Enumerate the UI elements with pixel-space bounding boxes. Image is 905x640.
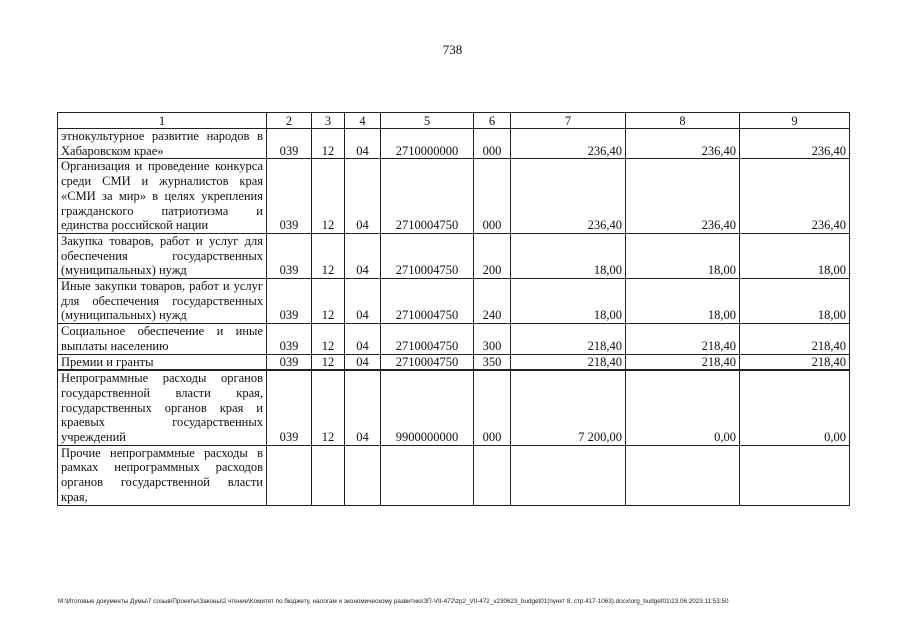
cell-col7: 18,00 xyxy=(511,233,626,278)
table-row xyxy=(58,445,850,505)
cell-col5: 2710004750 xyxy=(381,324,474,354)
cell-col8 xyxy=(626,445,740,505)
cell-col3 xyxy=(312,445,345,505)
cell-col5: 2710004750 xyxy=(381,354,474,370)
table-row xyxy=(58,279,850,324)
cell-col9: 0,00 xyxy=(740,370,850,445)
cell-col2: 039 xyxy=(267,279,312,324)
row-name: Прочие непрограммные расходы в рамках непрограммных расходов органов государственной власти края, xyxy=(58,445,267,505)
cell-col2: 039 xyxy=(267,159,312,234)
row-name: этнокультурное развитие народов в Хабаровском крае» xyxy=(58,129,267,159)
column-header: 4 xyxy=(345,113,381,129)
cell-col4: 04 xyxy=(345,370,381,445)
row-name: Социальное обеспечение и иные выплаты населению xyxy=(58,324,267,354)
column-header: 9 xyxy=(740,113,850,129)
cell-col6: 350 xyxy=(474,354,511,370)
cell-col6: 240 xyxy=(474,279,511,324)
row-name: Иные закупки товаров, работ и услуг для обеспечения государственных (муниципальных) нужд xyxy=(58,279,267,324)
cell-col5: 2710004750 xyxy=(381,279,474,324)
cell-col8: 18,00 xyxy=(626,279,740,324)
table-header-row xyxy=(58,113,850,129)
page-number: 738 xyxy=(442,42,463,57)
cell-col8: 218,40 xyxy=(626,354,740,370)
cell-col6: 200 xyxy=(474,233,511,278)
cell-col6 xyxy=(474,445,511,505)
cell-col3: 12 xyxy=(312,159,345,234)
cell-col5 xyxy=(381,445,474,505)
table-row xyxy=(58,233,850,278)
cell-col9: 236,40 xyxy=(740,159,850,234)
table-row xyxy=(58,354,850,370)
row-name: Непрограммные расходы органов государственной власти края, государственных органов края и краевых государственных учреждений xyxy=(58,370,267,445)
row-name: Закупка товаров, работ и услуг для обеспечения государственных (муниципальных) нужд xyxy=(58,233,267,278)
column-header: 8 xyxy=(626,113,740,129)
cell-col7: 236,40 xyxy=(511,129,626,159)
cell-col8: 0,00 xyxy=(626,370,740,445)
cell-col3: 12 xyxy=(312,354,345,370)
cell-col4: 04 xyxy=(345,159,381,234)
cell-col4: 04 xyxy=(345,233,381,278)
cell-col5: 9900000000 xyxy=(381,370,474,445)
cell-col9: 218,40 xyxy=(740,354,850,370)
cell-col3: 12 xyxy=(312,233,345,278)
column-header: 7 xyxy=(511,113,626,129)
table-row xyxy=(58,129,850,159)
cell-col4 xyxy=(345,445,381,505)
cell-col5: 2710000000 xyxy=(381,129,474,159)
cell-col9: 236,40 xyxy=(740,129,850,159)
cell-col7: 7 200,00 xyxy=(511,370,626,445)
cell-col6: 000 xyxy=(474,370,511,445)
document-path-footer: M:\Итоговые документы Думы\7 созыв\Проекты\Законы\2 чтение\Комитет по бюджету, налогам и экономическому развитию\ЗП-VII-472\zp2_VII-472_v230623_budget01(пункт 8, стр.417-1063).docx\org_budget01\23.06.2023 11:53:50 xyxy=(58,598,729,605)
cell-col6: 300 xyxy=(474,324,511,354)
row-name: Организация и проведение конкурса среди СМИ и журналистов края «СМИ за мир» в целях укрепления гражданского патриотизма и единства российской нации xyxy=(58,159,267,234)
cell-col2: 039 xyxy=(267,233,312,278)
column-header: 2 xyxy=(267,113,312,129)
cell-col2: 039 xyxy=(267,129,312,159)
cell-col7: 218,40 xyxy=(511,354,626,370)
cell-col3: 12 xyxy=(312,129,345,159)
cell-col7: 236,40 xyxy=(511,159,626,234)
cell-col3: 12 xyxy=(312,370,345,445)
table-row xyxy=(58,324,850,354)
cell-col2: 039 xyxy=(267,370,312,445)
column-header: 1 xyxy=(58,113,267,129)
cell-col7: 218,40 xyxy=(511,324,626,354)
cell-col9 xyxy=(740,445,850,505)
cell-col3: 12 xyxy=(312,324,345,354)
cell-col9: 218,40 xyxy=(740,324,850,354)
cell-col4: 04 xyxy=(345,354,381,370)
cell-col8: 236,40 xyxy=(626,129,740,159)
cell-col4: 04 xyxy=(345,324,381,354)
cell-col7: 18,00 xyxy=(511,279,626,324)
table-row xyxy=(58,159,850,234)
cell-col2: 039 xyxy=(267,324,312,354)
cell-col3: 12 xyxy=(312,279,345,324)
cell-col4: 04 xyxy=(345,129,381,159)
cell-col6: 000 xyxy=(474,159,511,234)
column-header: 3 xyxy=(312,113,345,129)
cell-col8: 218,40 xyxy=(626,324,740,354)
cell-col9: 18,00 xyxy=(740,233,850,278)
cell-col8: 236,40 xyxy=(626,159,740,234)
cell-col6: 000 xyxy=(474,129,511,159)
table-row xyxy=(58,370,850,445)
column-header: 6 xyxy=(474,113,511,129)
row-name: Премии и гранты xyxy=(58,354,267,370)
budget-table xyxy=(57,112,850,506)
cell-col8: 18,00 xyxy=(626,233,740,278)
cell-col5: 2710004750 xyxy=(381,233,474,278)
cell-col5: 2710004750 xyxy=(381,159,474,234)
cell-col9: 18,00 xyxy=(740,279,850,324)
cell-col4: 04 xyxy=(345,279,381,324)
cell-col7 xyxy=(511,445,626,505)
column-header: 5 xyxy=(381,113,474,129)
cell-col2: 039 xyxy=(267,354,312,370)
cell-col2 xyxy=(267,445,312,505)
